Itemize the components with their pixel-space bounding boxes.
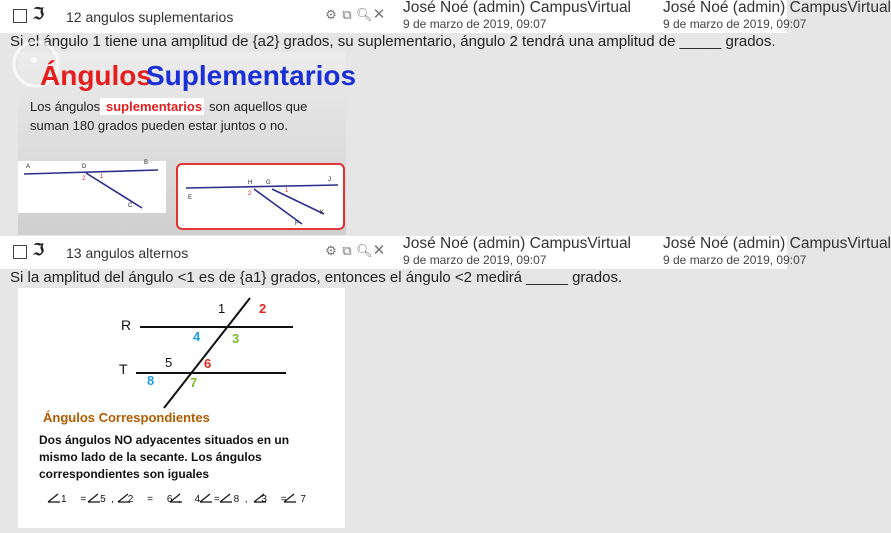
- label-1-right: 1: [285, 188, 289, 194]
- equalities: 1 = 5, 2 = 6, 4 = 8, 3 = 7: [61, 494, 306, 505]
- label-H: H: [248, 180, 253, 186]
- image-body-2: mismo lado de la secante. Los ángulos: [39, 450, 262, 464]
- creator-name: José Noé (admin) CampusVirtual: [403, 235, 632, 252]
- image-heading: Ángulos Correspondientes: [43, 410, 210, 425]
- label-A: A: [26, 164, 31, 170]
- label-F: F: [295, 221, 299, 227]
- label-C: C: [128, 203, 133, 209]
- gear-icon[interactable]: ⚙: [325, 243, 337, 258]
- desc-line2: suman 180 grados pueden estar juntos o no.: [30, 118, 289, 133]
- angle-1: 1: [218, 301, 226, 316]
- image-title-blue: Suplementarios: [146, 60, 357, 91]
- question-name[interactable]: 13 angulos alternos: [66, 245, 189, 261]
- creator-name: José Noé (admin) CampusVirtual: [403, 0, 632, 16]
- label-K: K: [320, 210, 325, 216]
- label-E: E: [188, 195, 193, 201]
- line-label-T: T: [119, 361, 128, 377]
- desc-highlight: suplementarios: [106, 99, 203, 114]
- angle-5: 5: [165, 355, 173, 370]
- created-by: [403, 0, 657, 31]
- supplementary-angles-image: [18, 52, 357, 235]
- line-label-R: R: [121, 317, 132, 333]
- label-1: 1: [100, 174, 104, 180]
- question-actions: [324, 243, 386, 259]
- modified-date: 9 de marzo de 2019, 09:07: [663, 253, 807, 267]
- question-text: Si el ángulo 1 tiene una amplitud de {a2} grados, su suplementario, ángulo 2 tendrá una amplitud de _____ grados.: [10, 33, 776, 50]
- created-date: 9 de marzo de 2019, 09:07: [403, 17, 547, 31]
- angle-4: 4: [193, 329, 201, 344]
- angle-8: 8: [147, 373, 155, 388]
- modifier-name: José Noé (admin) CampusVirtual: [663, 235, 891, 252]
- corresponding-angles-image: [18, 288, 345, 528]
- label-G: G: [266, 180, 271, 186]
- desc-pre: Los ángulos: [30, 99, 101, 114]
- question-actions: [324, 7, 386, 23]
- preview-icon[interactable]: 🔍︎: [356, 243, 373, 258]
- delete-icon[interactable]: ✕: [372, 242, 386, 259]
- duplicate-icon[interactable]: ⧉: [342, 243, 352, 258]
- question-name[interactable]: 12 angulos suplementarios: [66, 9, 234, 25]
- select-checkbox[interactable]: [13, 245, 27, 259]
- image-title-red: Ángulos: [40, 60, 152, 91]
- created-by: [403, 236, 657, 267]
- modifier-name: José Noé (admin) CampusVirtual: [663, 0, 891, 16]
- modified-by: [663, 0, 891, 31]
- modified-date: 9 de marzo de 2019, 09:07: [663, 17, 807, 31]
- image-body-3: correspondientes son iguales: [39, 467, 210, 481]
- label-2-right: 2: [248, 191, 252, 197]
- angle-6: 6: [204, 356, 212, 371]
- question-text: Si la amplitud del ángulo <1 es de {a1} grados, entonces el ángulo <2 medirá _____ grados.: [10, 269, 623, 286]
- label-2: 2: [82, 176, 86, 182]
- modified-by: [663, 235, 891, 267]
- calculated-question-icon: ℑ: [33, 6, 45, 23]
- question-row-12: [0, 0, 891, 33]
- label-D: D: [82, 164, 87, 170]
- label-B: B: [144, 160, 149, 166]
- angle-7: 7: [190, 375, 198, 390]
- preview-icon[interactable]: 🔍︎: [356, 7, 373, 22]
- desc-post: son aquellos que: [209, 99, 308, 114]
- delete-icon[interactable]: ✕: [372, 6, 386, 23]
- calculated-question-icon: ℑ: [33, 242, 45, 259]
- angle-2: 2: [259, 301, 267, 316]
- duplicate-icon[interactable]: ⧉: [342, 7, 352, 22]
- question-row-13: [0, 235, 891, 269]
- select-checkbox[interactable]: [13, 9, 27, 23]
- gear-icon[interactable]: ⚙: [325, 7, 337, 22]
- angle-3: 3: [232, 331, 240, 346]
- image-body-1: Dos ángulos NO adyacentes situados en un: [39, 433, 290, 447]
- label-J: J: [328, 177, 331, 183]
- created-date: 9 de marzo de 2019, 09:07: [403, 253, 547, 267]
